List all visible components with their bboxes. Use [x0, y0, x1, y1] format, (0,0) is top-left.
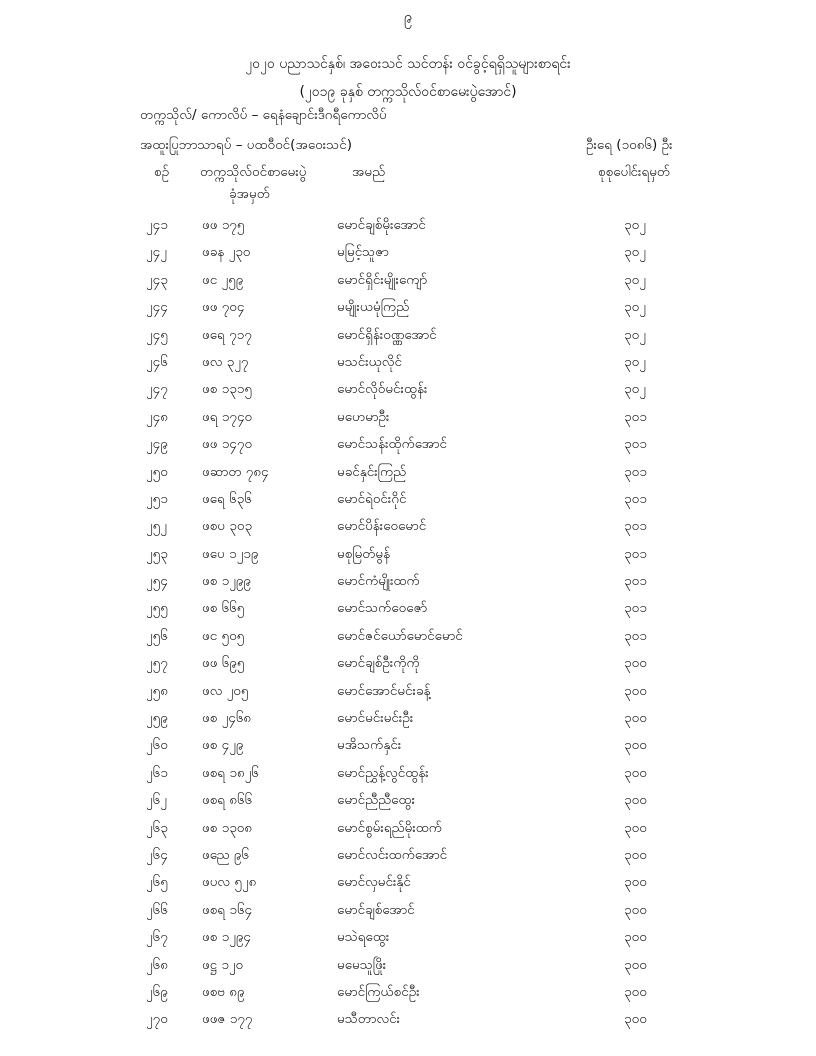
serial-no: ၂၄၃ [146, 271, 168, 288]
roll-number: ဖဖ ၆၉၅ [202, 655, 245, 672]
total-score: ၃၀၂ [624, 271, 646, 288]
roll-number: ဖစ ၆၆၅ [202, 600, 245, 617]
total-score: ၃၀၁ [624, 463, 647, 480]
table-row [0, 789, 816, 816]
student-name: မောင်စွမ်းရည်မိုးထက် [337, 819, 443, 836]
serial-no: ၂၄၂ [146, 244, 167, 261]
student-name: မခင်နှင်းကြည် [337, 463, 407, 480]
total-score: ၃၀၁ [624, 436, 647, 453]
student-name: မသဲရထွေး [337, 929, 390, 946]
student-name: မောင်ချစ်ဦးကိုကို [337, 655, 420, 672]
serial-no: ၂၅၉ [146, 710, 168, 727]
student-name: မောင်ဇင်ယော်မောင်မောင် [337, 627, 463, 644]
table-row [0, 461, 816, 488]
student-name: မောင်ရှိင်းမျိုးကျော် [337, 271, 428, 288]
serial-no: ၂၄၉ [146, 436, 168, 453]
roll-number: ဖရ ၁၇၄၀ [202, 408, 253, 425]
total-score: ၃၀၀ [624, 819, 647, 836]
table-row [0, 680, 816, 707]
serial-no: ၂၄၈ [146, 408, 168, 425]
total-score: ၃၀၁ [624, 408, 647, 425]
header-total-marks: စုစုပေါင်းရမှတ် [598, 164, 671, 180]
serial-no: ၂၆၄ [146, 846, 168, 863]
table-row [0, 926, 816, 953]
serial-no: ၂၄၄ [146, 299, 168, 316]
student-name: မသီတာလင်း [337, 1011, 401, 1028]
table-row [0, 899, 816, 926]
total-score: ၃၀၂ [624, 326, 646, 343]
table-row [0, 296, 816, 323]
total-score: ၃၀၁ [624, 545, 647, 562]
serial-no: ၂၅၃ [146, 545, 168, 562]
total-count: ဦးရေ (၁၀၈၆) ဦး [586, 137, 673, 153]
table-row [0, 954, 816, 981]
roll-number: ဖင ၂၅၉ [202, 271, 244, 288]
table-row [0, 378, 816, 405]
student-name: မမျိုးယမုံကြည် [337, 299, 410, 316]
total-score: ၃၀၀ [624, 901, 647, 918]
serial-no: ၂၅၀ [146, 463, 168, 480]
serial-no: ၂၆၆ [146, 901, 168, 918]
serial-no: ၂၆၉ [146, 983, 168, 1000]
student-name: မောင်ရဲဝင်းဂိုင် [337, 490, 407, 507]
university-line: တက္ကသိုလ်/ ကောလိပ် – ရေနံချောင်းဒီဂရီကောလိပ် [140, 107, 387, 123]
student-name: မသင်းယုလိုင် [337, 353, 402, 370]
total-score: ၃၀၀ [624, 737, 647, 754]
list-title: ၂၀၂၀ ပညာသင်နှစ်၊ အဝေးသင် သင်တန်း ဝင်ခွင့်ရရှိသူများစာရင်း [245, 56, 571, 72]
roll-number: ဖစရ ၈၆၆ [202, 792, 253, 809]
table-row [0, 515, 816, 542]
student-name: မမေသူဖြိုး [337, 956, 387, 973]
student-name: မောင်ကံမျိုးထက် [337, 573, 420, 590]
total-score: ၃၀၀ [624, 682, 647, 699]
table-row [0, 871, 816, 898]
department-line: အထူးပြုဘာသာရပ် – ပထဝီဝင်(အဝေးသင်) [140, 137, 352, 153]
serial-no: ၂၆၃ [146, 819, 168, 836]
table-row [0, 707, 816, 734]
table-row [0, 543, 816, 570]
serial-no: ၂၄၁ [146, 217, 168, 233]
total-score: ၃၀၀ [624, 983, 647, 1000]
total-score: ၃၀၀ [624, 956, 647, 973]
student-name: မောင်လိုဝ်မင်းထွန်း [337, 381, 428, 398]
serial-no: ၂၆၈ [146, 956, 168, 973]
roll-number: ဖပလ ၅၂၈ [202, 874, 257, 891]
table-row [0, 269, 816, 296]
total-score: ၃၀၁ [624, 627, 647, 644]
total-score: ၃၀၁ [624, 600, 647, 617]
roll-number: ဖစ ၁၂၉၄ [202, 929, 252, 946]
serial-no: ၂၆၀ [146, 737, 168, 754]
total-score: ၃၀၀ [624, 846, 647, 863]
roll-number: ဖဖ ၁၇၅ [202, 217, 245, 233]
roll-number: ဖလ ၃၂၇ [202, 353, 249, 370]
student-name: မောင်ရှိန်းဝဏ္ဏအောင် [337, 326, 437, 343]
roll-number: ဖဋ္ဌ ၁၂၀ [202, 956, 244, 973]
table-row [0, 817, 816, 844]
serial-no: ၂၆၇ [146, 929, 168, 946]
student-name: မောင်သက်ဝေဇော် [337, 600, 428, 617]
total-score: ၃၀၂ [624, 381, 646, 398]
student-name: မောင်အောင်မင်းခန့် [337, 682, 431, 699]
student-name: မောင်ချစ်မိုးအောင် [337, 217, 426, 233]
table-row [0, 1008, 816, 1035]
student-name: မမြင့်သူဇာ [337, 244, 389, 261]
serial-no: ၂၅၂ [146, 518, 167, 535]
table-row [0, 625, 816, 652]
roll-number: ဖခန ၂၃၀ [202, 244, 251, 261]
student-name: မောင်ချစ်အောင် [337, 901, 415, 918]
student-name: မစုမြတ်မွန် [337, 545, 391, 562]
student-name: မောင်သန်းထိုက်အောင် [337, 436, 448, 453]
serial-no: ၂၆၁ [146, 764, 168, 781]
roll-number: ဖစရ ၁၈၂၆ [202, 764, 259, 781]
table-row [0, 734, 816, 761]
total-score: ၃၀၀ [624, 764, 647, 781]
total-score: ၃၀၀ [624, 655, 647, 672]
total-score: ၃၀၂ [624, 244, 646, 261]
student-name: မောင်ညွှန့်လွင်ထွန်း [337, 764, 429, 781]
table-row [0, 241, 816, 268]
student-name: မောင်လှမင်းနိုင် [337, 874, 411, 891]
table-row [0, 597, 816, 624]
total-score: ၃၀၀ [624, 710, 647, 727]
roll-number: ဖစ ၁၃၁၅ [202, 381, 252, 398]
student-name: မအိသက်နှင်း [337, 737, 402, 754]
total-score: ၃၀၂ [624, 353, 646, 370]
serial-no: ၂၅၅ [146, 600, 168, 617]
roll-number: ဖရေ ၆၃၆ [202, 490, 252, 507]
header-roll-number: တက္ကသိုလ်ဝင်စာမေးပွဲ [200, 164, 307, 180]
roll-number: ဖင ၅၀၅ [202, 627, 245, 644]
student-name: မောင်လင်းထက်အောင် [337, 846, 448, 863]
roll-number: ဖစရ ၁၆၄ [202, 901, 253, 918]
roll-number: ဖလ ၂၀၅ [202, 682, 249, 699]
roll-number: ဖစ ၁၃၀၈ [202, 819, 253, 836]
serial-no: ၂၅၄ [146, 573, 168, 590]
roll-number: ဖစ ၄၂၉ [202, 737, 244, 754]
table-row [0, 214, 816, 241]
roll-number: ဖဖဇ ၁၇၇ [202, 1011, 253, 1028]
roll-number: ဖညေ ၉၆ [202, 846, 250, 863]
student-name: မောင်ညီညီထွေး [337, 792, 415, 809]
list-subtitle: (၂၀၁၉ ခုနှစ် တက္ကသိုလ်ဝင်စာမေးပွဲအောင်) [299, 84, 517, 100]
serial-no: ၂၄၇ [146, 381, 168, 398]
header-roll-number-line2: ခုံအမှတ် [229, 186, 270, 202]
serial-no: ၂၄၆ [146, 353, 168, 370]
table-row [0, 844, 816, 871]
roll-number: ဖဖ ၇၀၄ [202, 299, 245, 316]
roll-number: ဖပေ ၁၂၁၉ [202, 545, 259, 562]
student-list [0, 214, 816, 1036]
total-score: ၃၀၀ [624, 929, 647, 946]
student-name: မဟေမာဦး [337, 408, 390, 425]
serial-no: ၂၆၂ [146, 792, 167, 809]
table-row [0, 433, 816, 460]
roll-number: ဖရေ ၇၁၇ [202, 326, 252, 343]
total-score: ၃၀၁ [624, 518, 647, 535]
header-name: အမည် [352, 164, 386, 180]
serial-no: ၂၅၆ [146, 627, 168, 644]
serial-no: ၂၆၅ [146, 874, 168, 891]
table-row [0, 762, 816, 789]
page-number: ၉ [403, 8, 413, 26]
total-score: ၃၀၁ [624, 490, 647, 507]
roll-number: ဖစ ၂၄၆၈ [202, 710, 252, 727]
total-score: ၃၀၀ [624, 874, 647, 891]
serial-no: ၂၇၀ [146, 1011, 168, 1028]
roll-number: ဖစ ၁၂၉၉ [202, 573, 252, 590]
table-row [0, 488, 816, 515]
student-name: မောင်ပိန်းဝေမောင် [337, 518, 427, 535]
header-serial-no: စဉ် [154, 164, 170, 180]
roll-number: ဖဆာတ ၇၈၄ [202, 463, 269, 480]
serial-no: ၂၄၅ [146, 326, 168, 343]
serial-no: ၂၅၁ [146, 490, 168, 507]
roll-number: ဖစဗ ၈၉ [202, 983, 245, 1000]
table-row [0, 981, 816, 1008]
total-score: ၃၀၀ [624, 1011, 647, 1028]
serial-no: ၂၅၈ [146, 682, 168, 699]
roll-number: ဖဖ ၁၄၇၀ [202, 436, 253, 453]
table-row [0, 652, 816, 679]
total-score: ၃၀၂ [624, 299, 646, 316]
serial-no: ၂၅၇ [146, 655, 168, 672]
student-name: မောင်ကြယ်စင်ဦး [337, 983, 420, 1000]
table-row [0, 570, 816, 597]
table-row [0, 324, 816, 351]
total-score: ၃၀၀ [624, 792, 647, 809]
table-row [0, 351, 816, 378]
total-score: ၃၀၁ [624, 573, 647, 590]
total-score: ၃၀၂ [624, 217, 646, 233]
roll-number: ဖစပ ၃၀၃ [202, 518, 253, 535]
table-row [0, 406, 816, 433]
student-name: မောင်မင်းမင်းဦး [337, 710, 414, 727]
